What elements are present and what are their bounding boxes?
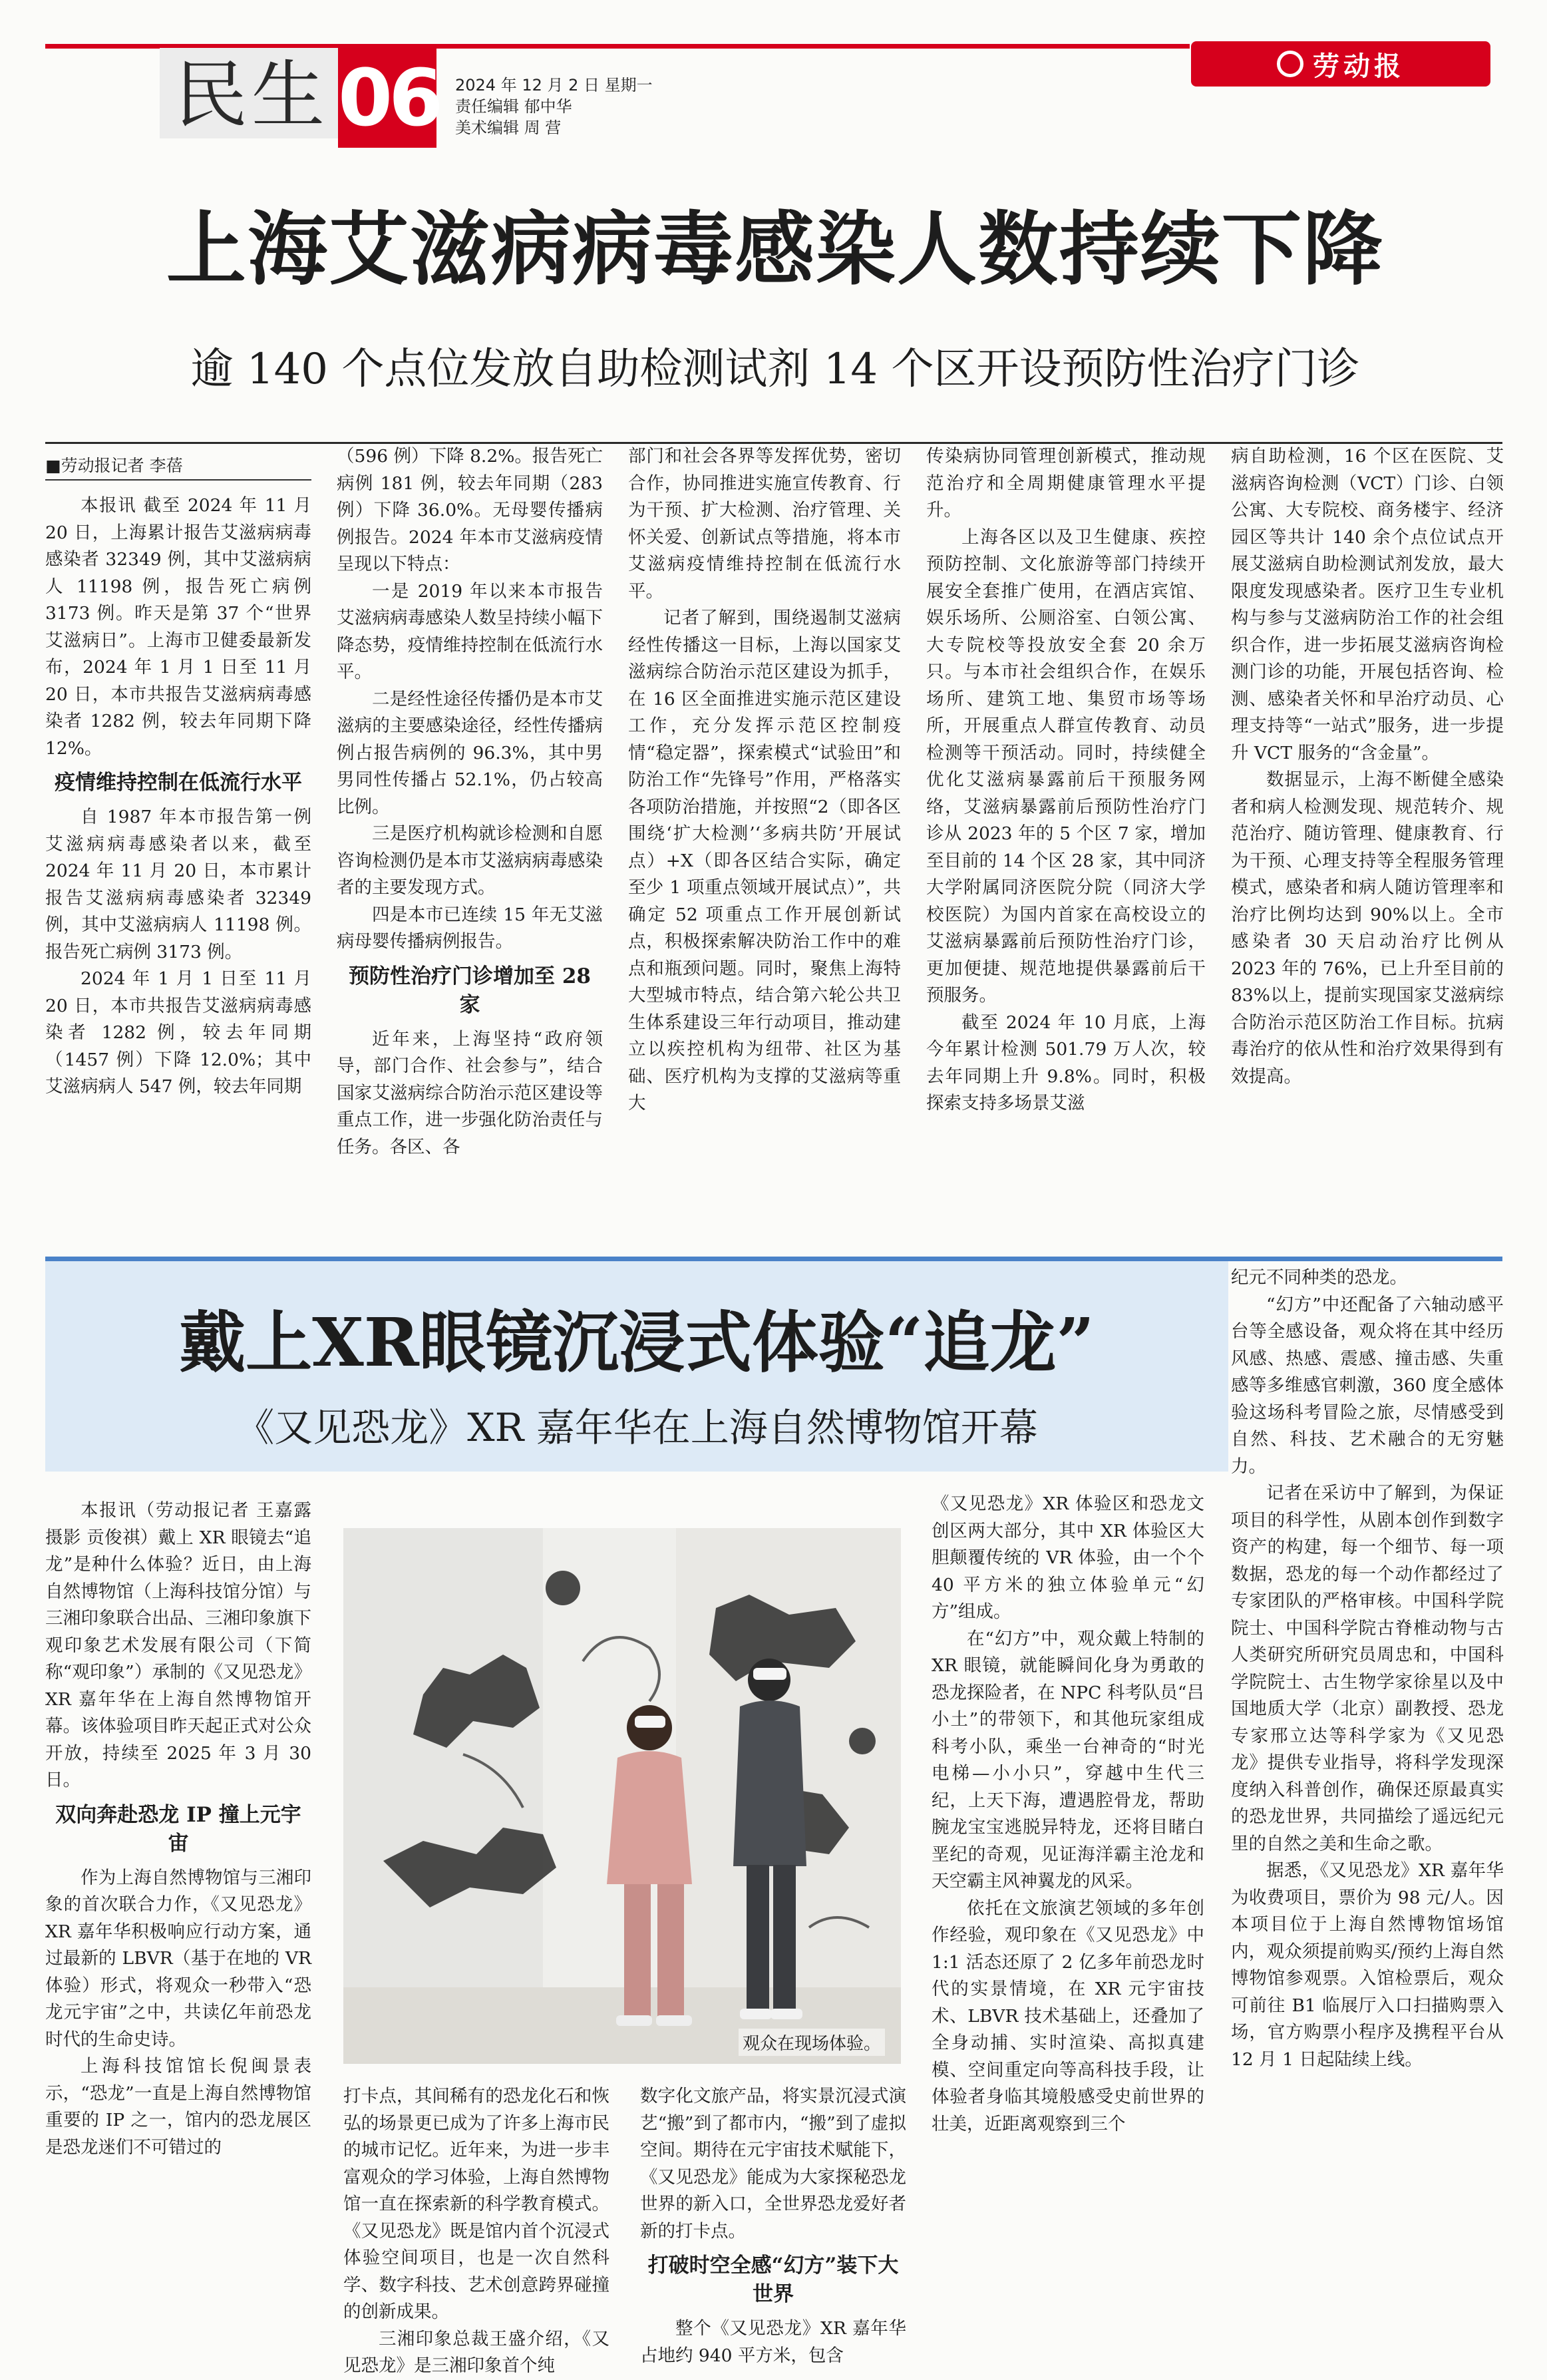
paragraph: 截至 2024 年 10 月底，上海今年累计检测 501.79 万人次，较去年同期上升 9.8%。同时，积极探索支持多场景艾滋 xyxy=(926,1012,1206,1113)
paragraph: 本报讯 截至 2024 年 11 月 20 日，上海累计报告艾滋病病毒感染者 32349 例，其中艾滋病病人 11198 例，报告死亡病例 3173 例。昨天是第 37 个“世界艾滋病日”。上海市卫健委最新发布，2024 年 1 月 1 日至 11 月 20 日，本市共报告艾滋病病毒感染者 1282 例，较去年同期下降 12%。 xyxy=(45,495,311,759)
subheading: 双向奔赴恐龙 IP 撞上元宇宙 xyxy=(55,1802,301,1856)
news-photo xyxy=(343,1528,901,2064)
page-meta xyxy=(455,75,653,138)
feature-col-4 xyxy=(932,1491,1204,2138)
paragraph: 据悉，《又见恐龙》XR 嘉年华为收费项目，票价为 98 元/人。因本项目位于上海自然博物馆场馆内，观众须提前购买/预约上海自然博物馆参观票。入馆检票后，观众可前往 B1 临展厅入口扫描购票入场，官方购票小程序及携程平台从 12 月 1 日起陆续上线。 xyxy=(1231,1860,1504,2070)
feature-col-5 xyxy=(1231,1265,1504,2073)
feature-divider xyxy=(45,1257,1502,1261)
issue-date: 2024 年 12 月 2 日 星期一 xyxy=(455,76,653,95)
paragraph: 自 1987 年本市报告第一例艾滋病病毒感染者以来，截至 2024 年 11 月 20 日，本市累计报告艾滋病病毒感染者 32349 例，其中艾滋病病人 11198 例。报告死亡病例 3173 例。 xyxy=(45,807,311,962)
byline: ■劳动报记者 李蓓 xyxy=(45,453,311,481)
feature-col-1 xyxy=(45,1497,311,2161)
paragraph: 三湘印象总裁王盛介绍，《又见恐龙》是三湘印象首个纯 xyxy=(343,2328,609,2376)
paragraph: 数据显示，上海不断健全感染者和病人检测发现、规范转介、规范治疗、随访管理、健康教育、行为干预、心理支持等全程服务管理模式，感染者和病人随访管理率和治疗比例均达到 90%以上。全市感染者 30 天启动治疗比例从 2023 年的 76%，已上升至目前的 83%以上，提前实现国家艾滋病综合防治示范区防治工作目标。抗病毒治疗的依从性和治疗效果得到有效提高。 xyxy=(1231,769,1504,1087)
newspaper-logo xyxy=(1191,41,1490,87)
page-number: 06 xyxy=(338,48,436,148)
paragraph: 上海各区以及卫生健康、疾控预防控制、文化旅游等部门持续开展安全套推广使用，在酒店宾馆、娱乐场所、公厕浴室、白领公寓、大专院校等投放安全套 20 余万只。与本市社会组织合作，在娱乐场所、建筑工地、集贸市场等场所，开展重点人群宣传教育、动员检测等干预活动。同时，持续健全优化艾滋病暴露前后干预服务网络，艾滋病暴露前后预防性治疗门诊从 2023 年的 5 个区 7 家，增加至目前的 14 个区 28 家，其中同济大学附属同济医院分院（同济大学校医院）为国内首家在高校设立的艾滋病暴露前后预防性治疗门诊，更加便捷、规范地提供暴露前后干预服务。 xyxy=(926,526,1206,1006)
paragraph: 记者了解到，围绕遏制艾滋病经性传播这一目标，上海以国家艾滋病综合防治示范区建设为抓手，在 16 区全面推进实施示范区建设工作，充分发挥示范区控制疫情“稳定器”，探索模式“试验田”和防治工作“先锋号”作用，严格落实各项防治措施，并按照“2（即各区围绕‘扩大检测’‘多病共防’开展试点）+X（即各区结合实际，确定至少 1 项重点领域开展试点）”，共确定 52 项重点工作开展创新试点，积极探索解决防治工作中的难点和瓶颈问题。同时，聚焦上海特大型城市特点，结合第六轮公共卫生体系建设三年行动项目，推动建立以疾控机构为纽带、社区为基础、医疗机构为支撑的艾滋病等重大 xyxy=(628,608,901,1113)
feature-col-2 xyxy=(343,2083,609,2380)
paragraph: 依托在文旅演艺领域的多年创作经验，观印象在《又见恐龙》中 1:1 活态还原了 2 亿多年前恐龙时代的实景情境，在 XR 元宇宙技术、LBVR 技术基础上，还叠加了全身动捕、实时渲染、高拟真建模、空间重定向等高科技手段，让体验者身临其境般感受史前世界的壮美，近距离观察到三个 xyxy=(932,1897,1204,2134)
paragraph: 在“幻方”中，观众戴上特制的 XR 眼镜，就能瞬间化身为勇敢的恐龙探险者，在 NPC 科考队员“吕小土”的带领下，和其他玩家组成科考小队，乘坐一台神奇的“时光电梯—小小只”，穿越中生代三纪，上天下海，遭遇腔骨龙，帮助腕龙宝宝逃脱异特龙，还将目睹白垩纪的奇观，见证海洋霸主沧龙和天空霸主风神翼龙的风采。 xyxy=(932,1628,1204,1891)
paragraph: 纪元不同种类的恐龙。 xyxy=(1231,1267,1407,1288)
paragraph: 病自助检测，16 个区在医院、艾滋病咨询检测（VCT）门诊、白领公寓、大专院校、商务楼宇、经济园区等共计 140 余个点位试点开展艾滋病自助检测试剂发放，最大限度发现感染者。医疗卫生专业机构与参与艾滋病防治工作的社会组织合作，进一步拓展艾滋病咨询检测门诊的功能，开展包括咨询、检测、感染者关怀和早治疗动员、心理支持等“一站式”服务，进一步提升 VCT 服务的“含金量”。 xyxy=(1231,446,1504,763)
main-col-3 xyxy=(628,443,901,1117)
paragraph: （596 例）下降 8.2%。报告死亡病例 181 例，较去年同期（283 例）下降 36.0%。无母婴传播病例报告。2024 年本市艾滋病疫情呈现以下特点： xyxy=(337,446,603,574)
paragraph: 本报讯（劳动报记者 王嘉露 摄影 贡俊祺）戴上 XR 眼镜去“追龙”是种什么体验？近日，由上海自然博物馆（上海科技馆分馆）与三湘印象联合出品、三湘印象旗下观印象艺术发展有限公司（下简称“观印象”）承制的《又见恐龙》XR 嘉年华在上海自然博物馆开幕。该体验项目昨天起正式对公众开放，持续至 2025 年 3 月 30 日。 xyxy=(45,1500,311,1790)
paragraph: 近年来，上海坚持“政府领导，部门合作、社会参与”，结合国家艾滋病综合防治示范区建设等重点工作，进一步强化防治责任与任务。各区、各 xyxy=(337,1028,603,1157)
paragraph: 二是经性途径传播仍是本市艾滋病的主要感染途径，经性传播病例占报告病例的 96.3%，其中男男同性传播占 52.1%，仍占较高比例。 xyxy=(337,688,603,817)
paragraph: 2024 年 1 月 1 日至 11 月 20 日，本市共报告艾滋病病毒感染者 1282 例，较去年同期（1457 例）下降 12.0%；其中艾滋病病人 547 例，较去年同期 xyxy=(45,968,311,1097)
photo-caption: 观众在现场体验。 xyxy=(739,2029,885,2056)
paragraph: 整个《又见恐龙》XR 嘉年华占地约 940 平方米，包含 xyxy=(640,2318,906,2366)
main-col-1 xyxy=(45,453,311,1101)
paragraph: 记者在采访中了解到，为保证项目的科学性，从剧本创作到数字资产的构建，每一个细节、每一项数据，恐龙的每一个动作都经过了专家团队的严格审核。中国科学院院士、中国科学院古脊椎动物与古人类研究所研究员周忠和，中国科学院院士、古生物学家徐星以及中国地质大学（北京）副教授、恐龙专家邢立达等科学家为《又见恐龙》提供专业指导，将科学发现深度纳入科普创作，确保还原最真实的恐龙世界，共同描绘了遥远纪元里的自然之美和生命之歌。 xyxy=(1231,1483,1504,1854)
paragraph: 三是医疗机构就诊检测和自愿咨询检测仍是本市艾滋病病毒感染者的主要发现方式。 xyxy=(337,823,603,898)
main-col-2 xyxy=(337,443,603,1161)
paragraph: 上海科技馆馆长倪闽景表示，“恐龙”一直是上海自然博物馆重要的 IP 之一，馆内的恐龙展区是恐龙迷们不可错过的 xyxy=(45,2056,311,2158)
paragraph: 数字化文旅产品，将实景沉浸式演艺“搬”到了都市内，“搬”到了虚拟空间。期待在元宇宙技术赋能下，《又见恐龙》能成为大家探秘恐龙世界的新入口，全世界恐龙爱好者新的打卡点。 xyxy=(640,2086,906,2242)
paragraph: 部门和社会各界等发挥优势，密切合作，协同推进实施宣传教育、行为干预、扩大检测、治疗管理、关怀关爱、创新试点等措施，将本市艾滋病疫情维持控制在低流行水平。 xyxy=(628,446,901,602)
feature-col-3 xyxy=(640,2083,906,2369)
paragraph: 《又见恐龙》XR 体验区和恐龙文创区两大部分，其中 XR 体验区大胆颠覆传统的 VR 体验，由一个个 40 平方米的独立体验单元“幻方”组成。 xyxy=(932,1493,1204,1622)
feature-headline: 戴上XR眼镜沉浸式体验“追龙” xyxy=(179,1303,1095,1382)
subheading: 预防性治疗门诊增加至 28 家 xyxy=(349,964,591,1017)
paragraph: 传染病协同管理创新模式，推动规范治疗和全周期健康管理水平提升。 xyxy=(926,446,1206,520)
paragraph: 一是 2019 年以来本市报告艾滋病病毒感染人数呈持续小幅下降态势，疫情维持控制在低流行水平。 xyxy=(337,580,603,682)
photo-illustration xyxy=(343,1528,901,2064)
main-headline: 上海艾滋病病毒感染人数持续下降 xyxy=(166,202,1384,296)
paragraph: “幻方”中还配备了六轴动感平台等全感设备，观众将在其中经历风感、热感、震感、撞击感、失重感等多维感官刺激，360 度全感体验这场科考冒险之旅，尽情感受到自然、科技、艺术融合的无穷魅力。 xyxy=(1231,1294,1504,1477)
newspaper-name: 劳动报 xyxy=(1313,50,1405,82)
main-subheadline: 逾 140 个点位发放自助检测试剂 14 个区开设预防性治疗门诊 xyxy=(190,345,1360,394)
section-name: 民生 xyxy=(174,53,329,138)
subheading: 疫情维持控制在低流行水平 xyxy=(55,771,302,795)
logo-mark-icon xyxy=(1277,51,1303,77)
paragraph: 作为上海自然博物馆与三湘印象的首次联合力作，《又见恐龙》XR 嘉年华积极响应行动方案，通过最新的 LBVR（基于在地的 VR 体验）形式，将观众一秒带入“恐龙元宇宙”之中，共读亿年前恐龙时代的生命史诗。 xyxy=(45,1867,311,2050)
main-col-5 xyxy=(1231,443,1504,1090)
feature-subheadline: 《又见恐龙》XR 嘉年华在上海自然博物馆开幕 xyxy=(236,1405,1038,1450)
paragraph: 打卡点，其间稀有的恐龙化石和恢弘的场景更已成为了许多上海市民的城市记忆。近年来，为进一步丰富观众的学习体验，上海自然博物馆一直在探索新的科学教育模式。《又见恐龙》既是馆内首个沉浸式体验空间项目，也是一次自然科学、数字科技、艺术创意跨界碰撞的创新成果。 xyxy=(343,2086,609,2322)
paragraph: 四是本市已连续 15 年无艾滋病母婴传播病例报告。 xyxy=(337,904,603,952)
editor-credit: 责任编辑 郁中华 xyxy=(455,97,572,116)
main-col-4 xyxy=(926,443,1206,1117)
subheading: 打破时空全感“幻方”装下大世界 xyxy=(647,2254,899,2306)
art-editor-credit: 美术编辑 周 营 xyxy=(455,118,562,137)
